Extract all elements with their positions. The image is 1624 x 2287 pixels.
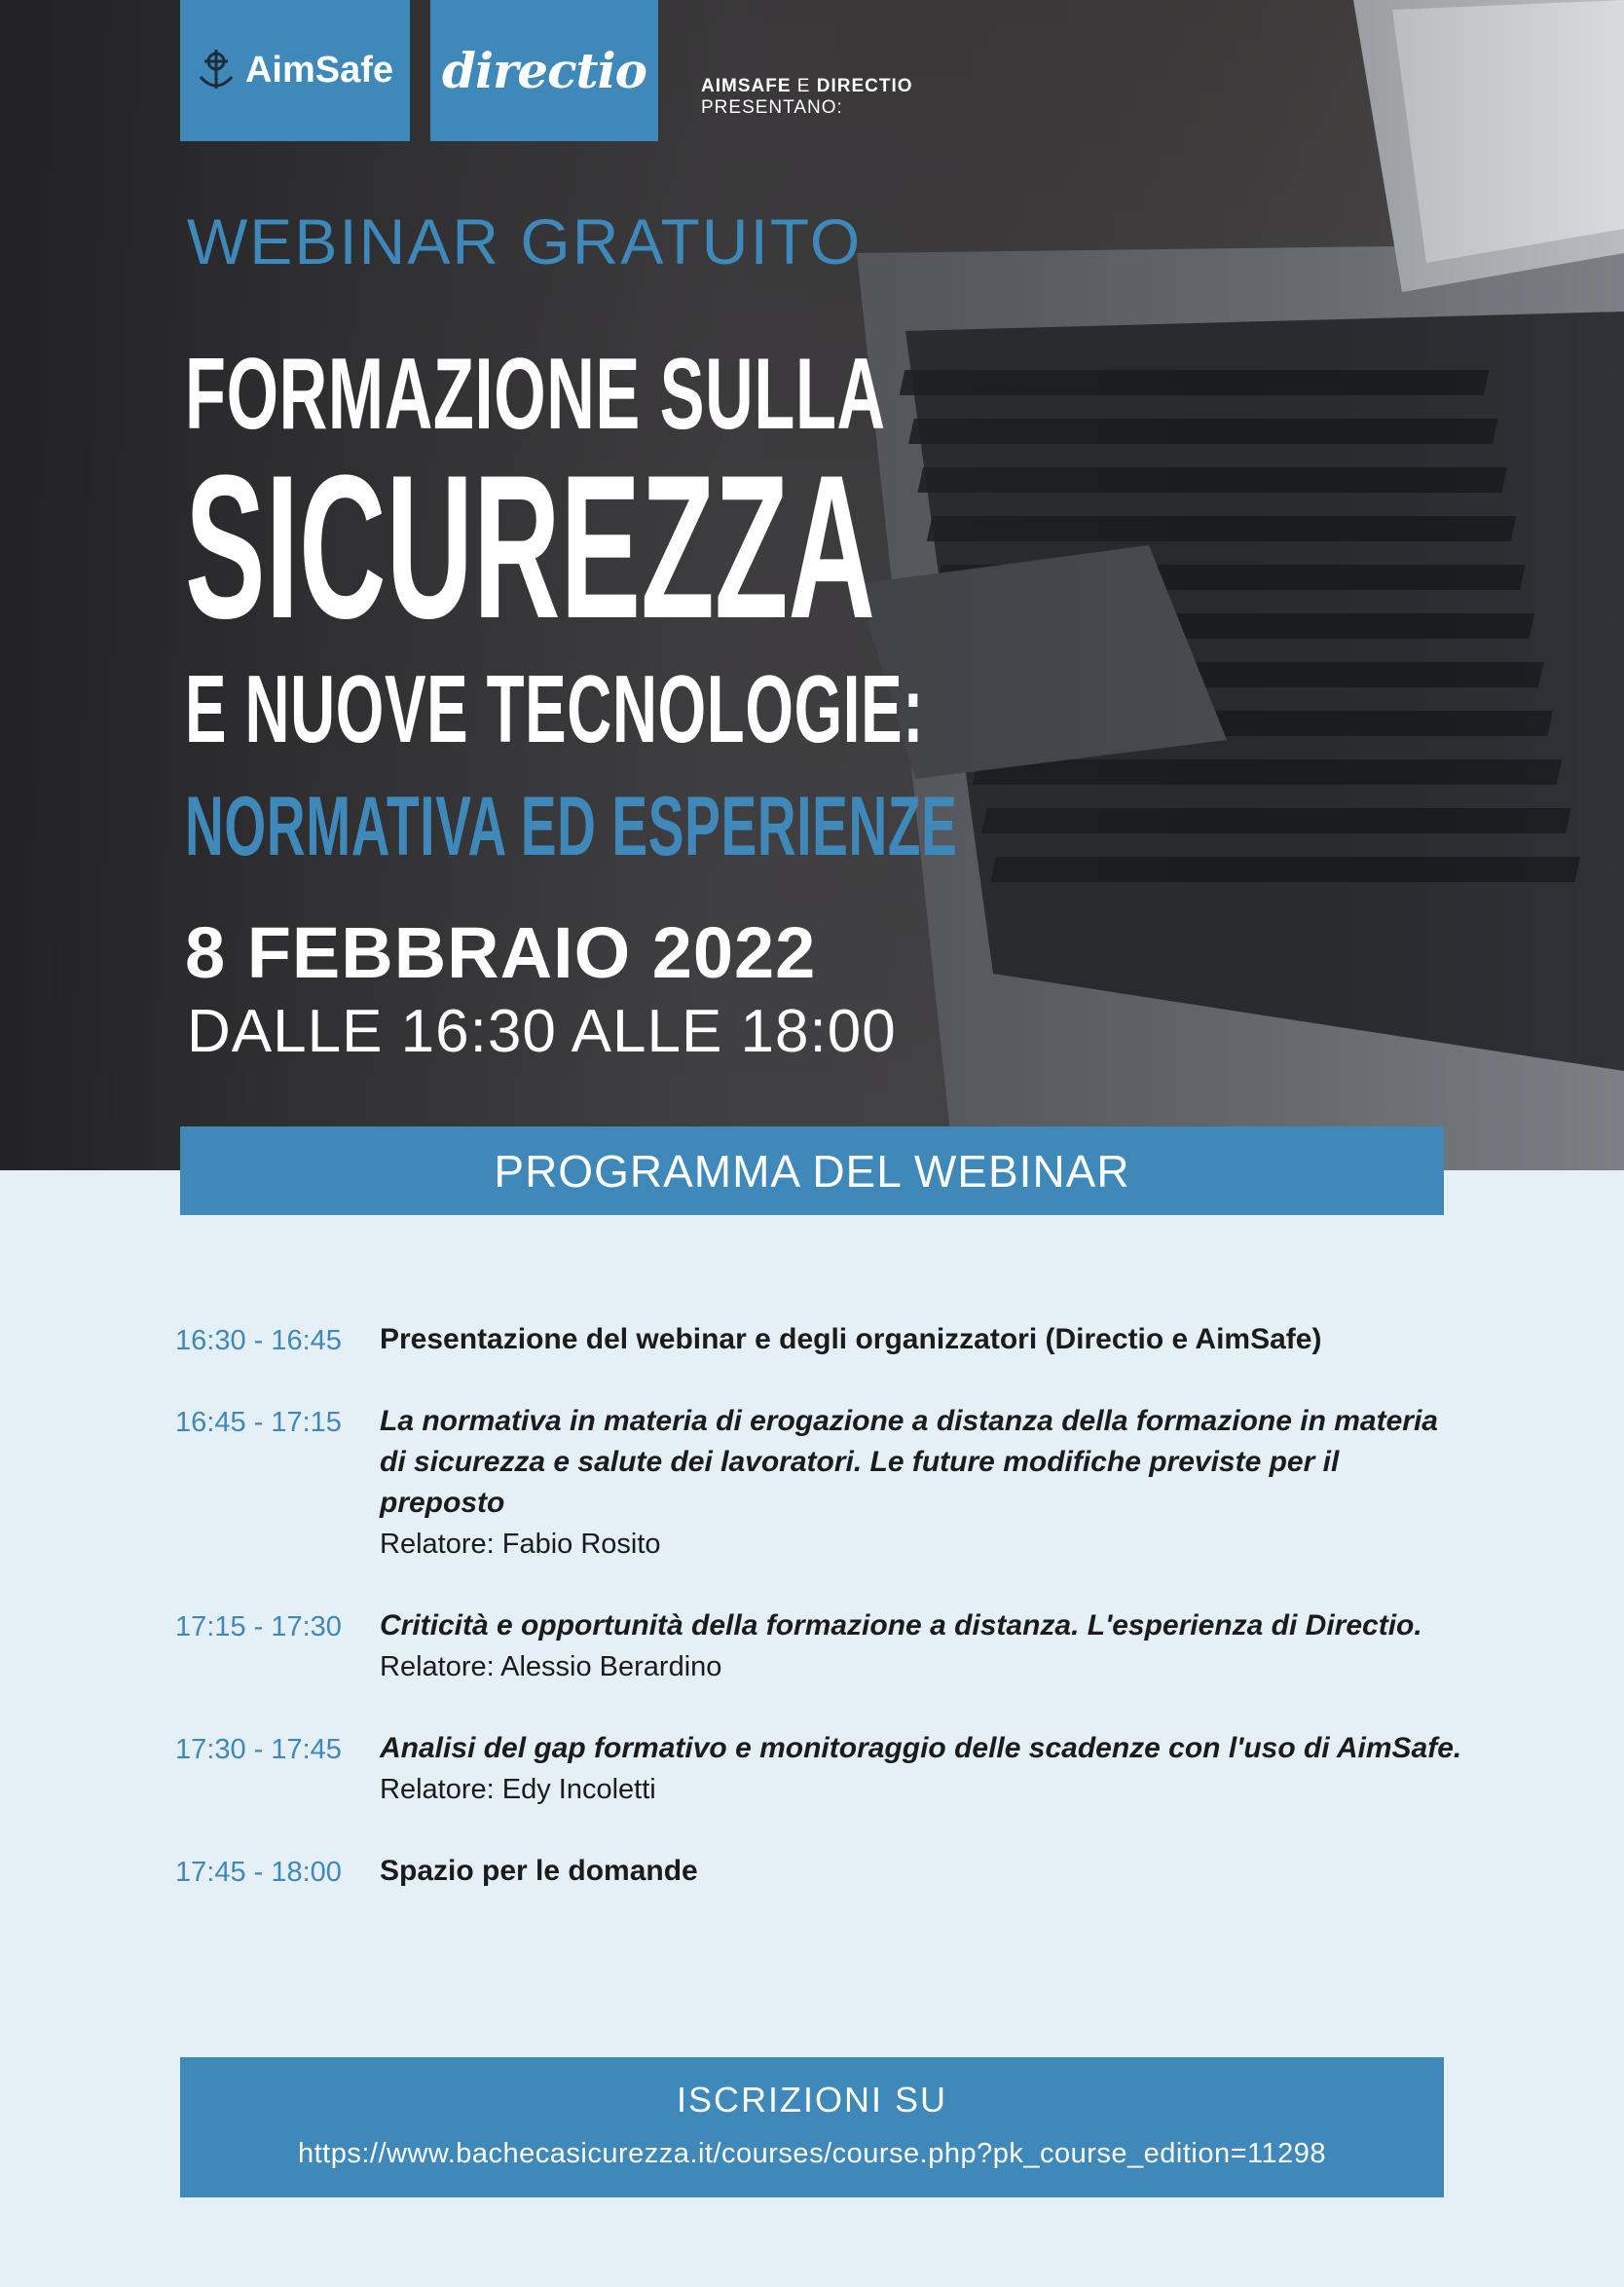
agenda-item [175,1319,1470,1360]
aimsafe-wordmark: AimSafe [244,50,394,91]
program-heading [180,1126,1444,1215]
signup-box [180,2057,1444,2197]
signup-url[interactable]: https://www.bachecasicurezza.it/courses/course.php?pk_course_edition=11298 [297,2138,1327,2169]
agenda-item [175,1851,1470,1892]
title-line-1: FORMAZIONE SULLA [185,338,886,451]
aimsafe-logo [180,0,410,141]
agenda-list [175,1319,1470,1933]
directio-wordmark: directio [442,42,646,99]
agenda-speaker: Relatore: Edy Incoletti [380,1774,656,1805]
agenda-speaker: Relatore: Fabio Rosito [380,1529,661,1560]
directio-logo [430,0,658,141]
signup-title: ISCRIZIONI SU [676,2080,948,2120]
event-time: DALLE 16:30 ALLE 18:00 [187,998,897,1065]
agenda-time: 17:15 - 17:30 [175,1611,342,1642]
presenter-aimsafe: AIMSAFE [701,76,792,96]
agenda-title: Criticità e opportunità della formazione a distanza. L'esperienza di Directio. [380,1609,1422,1641]
presenting-caption [701,76,913,119]
title-line-3: E NUOVE TECNOLOGIE: [185,655,925,762]
presenting-label: PRESENTANO: [701,97,843,118]
agenda-item [175,1605,1470,1687]
agenda-time: 16:45 - 17:15 [175,1407,342,1438]
agenda-time: 17:45 - 18:00 [175,1857,342,1888]
agenda-title: Presentazione del webinar e degli organizzatori (Directio e AimSafe) [380,1323,1322,1355]
agenda-title: Analisi del gap formativo e monitoraggio delle scadenze con l'uso di AimSafe. [380,1732,1462,1764]
webinar-kicker: WEBINAR GRATUITO [187,205,863,277]
event-date: 8 FEBBRAIO 2022 [185,912,817,993]
anchor-target-icon [197,50,236,92]
agenda-title: La normativa in materia di erogazione a distanza della formazione in materia di sicurezza e salute dei lavoratori. Le future modifiche previste per il preposto [380,1405,1438,1519]
presenter-conjunction: E [796,76,811,96]
agenda-speaker: Relatore: Alessio Berardino [380,1651,722,1682]
program-heading-text: PROGRAMMA DEL WEBINAR [494,1145,1130,1197]
agenda-item [175,1728,1470,1810]
agenda-time: 16:30 - 16:45 [175,1325,342,1356]
agenda-title: Spazio per le domande [380,1855,698,1887]
agenda-item [175,1401,1470,1565]
agenda-time: 17:30 - 17:45 [175,1734,342,1765]
presenter-directio: DIRECTIO [816,76,913,96]
title-line-2: SICUREZZA [185,432,875,661]
title-subtitle: NORMATIVA ED ESPERIENZE [185,780,958,873]
